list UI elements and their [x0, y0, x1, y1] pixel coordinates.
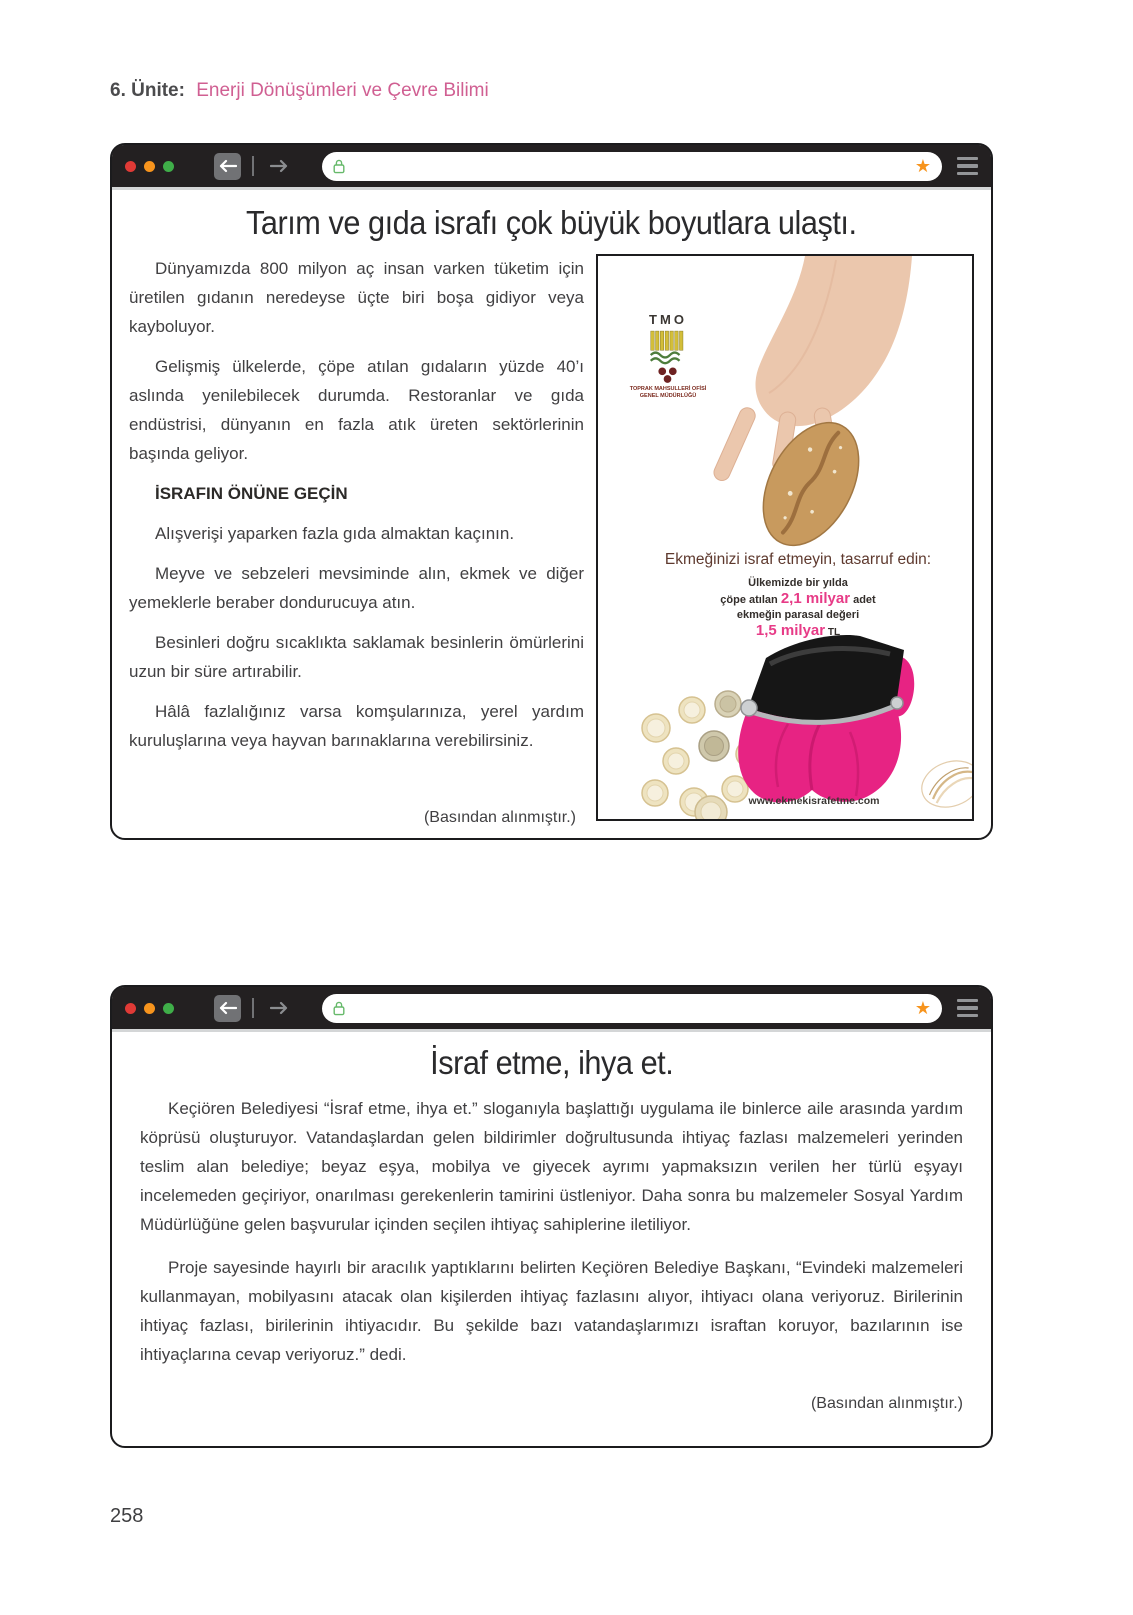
tmo-logo-text: TMO: [649, 312, 687, 327]
back-arrow-icon: [219, 1001, 237, 1015]
hand-arm-shape: [755, 256, 912, 426]
back-arrow-icon: [219, 159, 237, 173]
toolbar-separator: [252, 998, 254, 1018]
back-button[interactable]: [214, 995, 241, 1022]
forward-arrow-icon: [270, 1001, 288, 1015]
source-attribution: (Basından alınmıştır.): [810, 1395, 963, 1412]
pink-purse-shape: [738, 635, 914, 802]
tip-paragraph: Besinleri doğru sıcaklıkta saklamak besinlerin ömürlerini uzun bir süre artırabilir.: [129, 633, 584, 681]
tip-paragraph: Hâlâ fazlalığınız varsa komşularınıza, yerel yardım kuruluşlarına veya hayvan barınaklarına verebilirsiniz.: [129, 702, 584, 750]
stats-line: 1,5 milyar TL: [755, 622, 841, 639]
menu-icon[interactable]: [957, 157, 978, 176]
browser-titlebar: [112, 987, 991, 1032]
close-window-icon[interactable]: [125, 161, 136, 172]
paragraph: Gelişmiş ülkelerde, çöpe atılan gıdaların yüzde 40’ı aslında yenilebilecek durumda. Restoranlar ve gıda endüstrisi, dünyanın en fazla atık üreten sektörlerinin başında geliyor.: [129, 357, 584, 463]
minimize-window-icon[interactable]: [144, 161, 155, 172]
poster-website-url: www.ekmekisrafetme.com: [748, 795, 880, 807]
tip-paragraph: Meyve ve sebzeleri mevsiminde alın, ekmek ve diğer yemeklerle beraber dondurucuya atın.: [129, 564, 584, 612]
stats-line: çöpe atılan 2,1 milyar adet: [720, 590, 876, 607]
forward-button[interactable]: [265, 153, 292, 180]
paragraph: Keçiören Belediyesi “İsraf etme, ihya et.” sloganıyla başlattığı uygulama ile binlerce aile arasında yardım köprüsü oluşturuyor. Vatandaşlardan gelen bildirimler doğrultusunda ihtiyaç fazlası malzemeleri yerinden teslim alan belediye; beyaz eşya, mobilya ve giyecek ayrımı yapmaksızın verilen her türlü eşyayı incelemeden geçiriyor, onarılması gerekenlerin tamirini üstleniyor. Daha sonra bu malzemeler Sosyal Yardım Müdürlüğüne gelen başvurular içinden seçilen ihtiyaç sahiplerine iletiliyor.: [140, 1099, 963, 1234]
paragraph: Dünyamızda 800 milyon aç insan varken tüketim için üretilen gıdanın neredeyse üçte biri boşa gidiyor veya kayboluyor.: [129, 259, 584, 336]
monetary-value: 1,5 milyar: [755, 622, 826, 639]
article-2-text: [140, 1094, 963, 1418]
bookmark-star-icon[interactable]: ★: [914, 156, 931, 176]
article-1-subheading: İSRAFIN ÖNÜNE GEÇİN: [155, 484, 348, 503]
bookmark-star-icon[interactable]: ★: [914, 998, 931, 1018]
lock-icon: [333, 159, 345, 174]
tmo-caption: TOPRAK MAHSULLERİ OFİSİ GENEL MÜDÜRLÜĞÜ: [629, 386, 707, 400]
menu-icon[interactable]: [957, 999, 978, 1018]
forward-button[interactable]: [265, 995, 292, 1022]
url-bar[interactable]: [322, 152, 942, 181]
paragraph: Proje sayesinde hayırlı bir aracılık yaptıklarını belirten Keçiören Belediye Başkanı, “Evindeki malzemeleri kullanmayan, mobilyasını atacak olan kişilerden ihtiyaç fazlasını alıyor, ihtiyacı olana veriyoruz. Birilerinin ihtiyaç fazlası, birilerinin ihtiyacıdır. Bu şekilde bazı vatandaşlarımızı israftan koruyor, bazılarının ise ihtiyaçlarına cevap veriyoruz.” dedi.: [140, 1258, 963, 1364]
source-attribution: (Basından alınmıştır.): [423, 809, 576, 826]
toolbar-separator: [252, 156, 254, 176]
tmo-logo: [612, 312, 724, 401]
maximize-window-icon[interactable]: [163, 1003, 174, 1014]
page-number: 258: [110, 1505, 144, 1527]
bread-count-value: 2,1 milyar: [780, 590, 851, 607]
maximize-window-icon[interactable]: [163, 161, 174, 172]
article-1: [112, 190, 991, 843]
browser-window-1: [110, 143, 993, 840]
unit-number-label: 6. Ünite:: [110, 80, 185, 101]
close-window-icon[interactable]: [125, 1003, 136, 1014]
article-1-text-column: [129, 254, 584, 843]
browser-window-2: [110, 985, 993, 1448]
unit-title: Enerji Dönüşümleri ve Çevre Bilimi: [196, 80, 489, 101]
minimize-window-icon[interactable]: [144, 1003, 155, 1014]
article-2: [112, 1032, 991, 1432]
bread-waste-poster-image: [596, 254, 974, 821]
browser-titlebar: [112, 145, 991, 190]
stats-line: ekmeğin parasal değeri: [736, 609, 860, 621]
article-1-title: Tarım ve gıda israfı çok büyük boyutlara ulaştı.: [246, 204, 857, 241]
article-2-title: İsraf etme, ihya et.: [429, 1044, 674, 1081]
poster-headline: Ekmeğinizi israf etmeyin, tasarruf edin:: [664, 551, 932, 568]
tmo-emblem-icon: [645, 329, 691, 383]
url-bar[interactable]: [322, 994, 942, 1023]
bread-loaf-shape: [744, 406, 878, 561]
stats-line: Ülkemizde bir yılda: [748, 577, 848, 589]
unit-header: [110, 80, 489, 102]
lock-icon: [333, 1001, 345, 1016]
forward-arrow-icon: [270, 159, 288, 173]
poster-statistics: [626, 576, 970, 640]
tip-paragraph: Alışverişi yaparken fazla gıda almaktan kaçının.: [155, 524, 515, 543]
back-button[interactable]: [214, 153, 241, 180]
